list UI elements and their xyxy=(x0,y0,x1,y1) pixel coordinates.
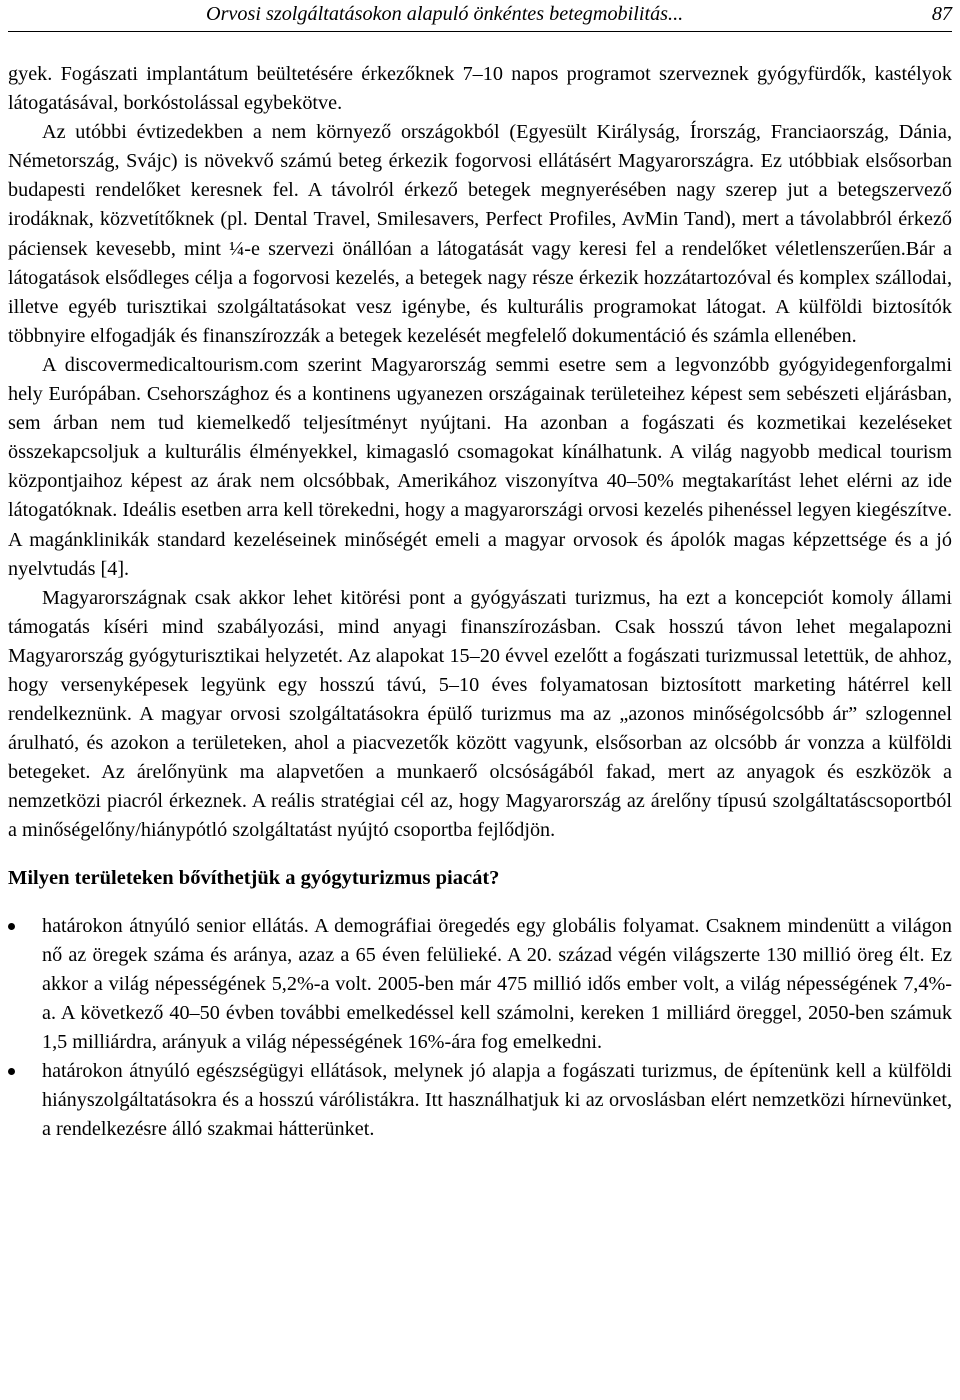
paragraph-foreign-patients: Az utóbbi évtizedekben a nem környező országokból (Egyesült Királyság, Írország, Franciaország, Dánia, Németország, Svájc) is növekvő számú beteg érkezik fogorvosi ellátásért Magyarországra. Ez utóbbiak elsősorban budapesti rendelőket keresnek fel. A távolról érkező betegek megnyerésében nagy szerep jut a betegszervező irodáknak, közvetítőknek (pl. Dental Travel, Smilesavers, Perfect Profiles, AvMin Tand), mert a távolabbról érkező páciensek kevesebb, mint ¼-e szervezi önállóan a látogatását vagy keresi fel a rendelőket véletlenszerűen.Bár a látogatások elsődleges célja a fogorvosi kezelés, a betegek nagy része érkezik hozzátartozóval és komplex szállodai, illetve egyéb turisztikai szolgáltatásokat vesz igénybe, és kulturális programokat látogat. A külföldi biztosítók többnyire elfogadják és finanszírozzák a betegek kezelését megfelelő dokumentáció és számla ellenében. xyxy=(8,121,952,347)
list-item-text: határokon átnyúló egészségügyi ellátások, melynek jó alapja a fogászati turizmus, de építenünk kell a külföldi hiányszolgáltatásokra és a hosszú várólistákra. Itt használhatjuk ki az orvoslásban elért nemzetközi hírnevünket, a rendelkezésre álló szakmai hátterünket. xyxy=(42,1060,952,1141)
bullet-icon xyxy=(8,923,15,930)
bullet-icon xyxy=(8,1068,15,1075)
document-body xyxy=(8,60,952,1144)
paragraph-strategy: Magyarországnak csak akkor lehet kitörési pont a gyógyászati turizmus, ha ezt a koncepciót komoly állami támogatás kíséri mind szabályozási, mind anyagi finanszírozásban. Csak hosszú távon lehet megalapozni Magyarország gyógyturisztikai helyzetét. Az alapokat 15–20 évvel ezelőtt a fogászati turizmussal letettük, de ahhoz, hogy versenyképesek legyünk egy hosszú távú, 5–10 éves folyamatosan biztosított marketing hátérrel kell rendelkeznünk. A magyar orvosi szolgáltatásokra épülő turizmus ma az „azonos minőségolcsóbb ár” szlogennel árulható, és azokon a területeken, ahol a piacvezetők között vagyunk, elsősorban az olcsóbb ár vonzza a külföldi betegeket. Az árelőnyünk ma alapvetően a munkaerő olcsóságából fakad, mert az anyagok és eszközök a nemzetközi piacról érkeznek. A reális stratégiai cél az, hogy Magyarország az árelőny típusú szolgáltatáscsoportból a minőségelőny/hiánypótló szolgáltatást nyújtó csoportba fejlődjön. xyxy=(8,586,952,842)
list-item xyxy=(8,1057,952,1144)
header-rule xyxy=(8,31,952,32)
page-number: 87 xyxy=(931,3,952,25)
section-heading: Milyen területeken bővíthetjük a gyógyturizmus piacát? xyxy=(8,866,500,889)
bullet-list xyxy=(8,912,952,1145)
running-header xyxy=(8,0,952,30)
running-header-title: Orvosi szolgáltatásokon alapuló önkéntes betegmobilitás... xyxy=(206,3,684,25)
list-item-text: határokon átnyúló senior ellátás. A demográfiai öregedés egy globális folyamat. Csaknem mindenütt a világon nő az öregek száma és aránya, azaz a 65 éven felülieké. A 20. század végén világszerte 130 millió öreg élt. Ez akkor a világ népességének 5,2%-a volt. 2005-ben már 475 millió idős ember volt, a világ népességének 7,4%-a. A következő 40–50 évben további emelkedéssel kell számolni, kereken 1 milliárd öreggel, 2050-ben számuk 1,5 milliárdra, arányuk a világ népességének 16%-ára fog emelkedni. xyxy=(42,914,952,1053)
list-item xyxy=(8,912,952,1057)
paragraph-discovermedicaltourism: A discovermedicaltourism.com szerint Magyarország semmi esetre sem a legvonzóbb gyógyidegenforgalmi hely Európában. Csehországhoz és a kontinens ugyanezen országainak területeihez képest sem sebészeti eljárásban, sem árban nem tud kiemelkedő teljesítményt nyújtani. Ha azonban a fogászati és kozmetikai kezeléseket összekapcsoljuk a kulturális élményekkel, kimagasló csomagokat kínálhatunk. A világ nagyobb medical tourism központjaihoz képest az árak nem olcsóbbak, Amerikához viszonyítva 40–50% megtakarítást lehet elérni az ide látogatóknak. Ideális esetben arra kell törekedni, hogy a magyarországi orvosi kezelés pihenéssel legyen kiegészítve. A magánklinikák standard kezeléseinek minőségét emeli a magyar orvosok és ápolók magas képzettsége és a jó nyelvtudás [4]. xyxy=(8,353,952,580)
paragraph-continuation: gyek. Fogászati implantátum beültetésére érkezőknek 7–10 napos programot szerveznek gyógyfürdők, kastélyok látogatásával, borkóstolással egybekötve. xyxy=(8,63,952,115)
